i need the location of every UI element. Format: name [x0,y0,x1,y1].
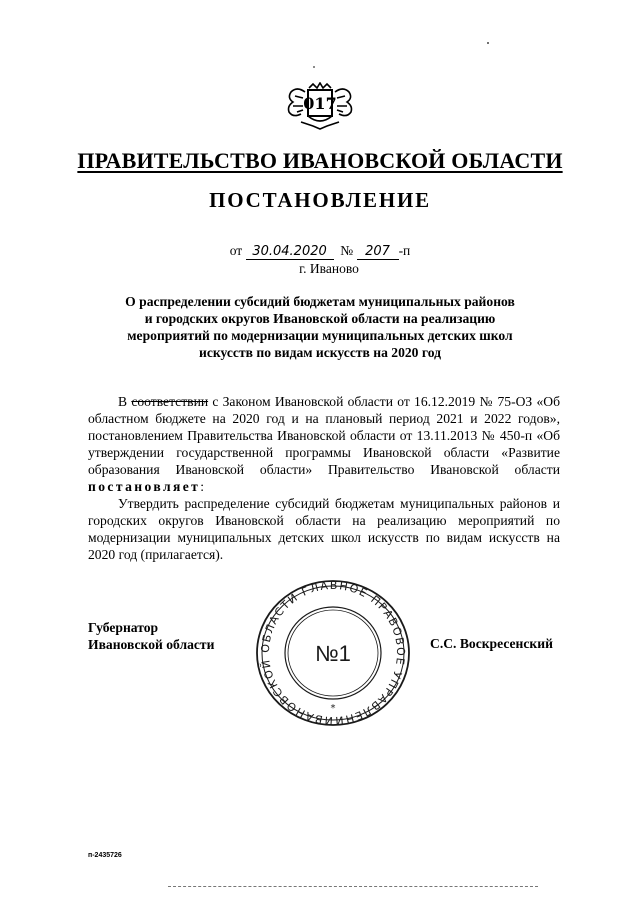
signatory-name: С.С. Воскресенский [430,636,553,651]
scan-speck [487,42,489,44]
stamp-ring-text: ИВАНОВСКОЙ ОБЛАСТИ ГЛАВНОЕ ПРАВОВОЕ УПРАВЛЕНИ [258,578,408,728]
document-type: ПОСТАНОВЛЕНИЕ [209,188,431,212]
body-paragraph [88,393,560,495]
from-label: от [229,243,243,258]
document-subject [90,293,550,361]
signatory-title-line: Губернатор [88,620,159,635]
subject-line: искусств по видам искусств на 2020 год [199,345,441,360]
subject-line: мероприятий по модернизации муниципальных детских школ [127,328,513,343]
signatory-title [88,619,214,653]
scan-speck [313,66,315,68]
svg-text:017: 017 [303,94,337,113]
stamp-star-icon: * [330,703,336,714]
resolve-word: постановляет [88,479,201,494]
official-stamp [254,578,412,728]
signatory-title-line: Ивановской области [88,637,215,652]
number-label: № [340,243,354,258]
subject-line: и городских округов Ивановской области на реализацию [144,311,496,326]
footer-code: п-2435726 [88,852,122,859]
coat-of-arms-icon [283,82,357,130]
city: г. Иваново [299,261,359,276]
body-paragraph: Утвердить распределение субсидий бюджетам муниципальных районов и городских округов Ивановской области на реализацию мероприятий по модернизации муниципальных детских школ искусств по видам искусств на 2020 год (прилагается). [88,496,560,562]
struck-word: соответствии [131,394,209,409]
bottom-divider [168,886,538,887]
document-body [88,393,560,563]
body-text: с Законом Ивановской области от 16.12.2019 № 75-ОЗ «Об областном бюджете на 2020 год и на плановый период 2021 и 2022 годов», постановлением Правительства Ивановской области от 13.11.2013 № 450-п «Об утверждении государственной программы Ивановской области «Развитие образования Ивановской области» Правительство Ивановской области [88,394,560,477]
body-text: В [118,394,128,409]
date-number-line [0,243,640,260]
subject-line: О распределении субсидий бюджетам муниципальных районов [125,294,515,309]
number-suffix: -п [398,243,411,258]
document-date: 30.04.2020 [246,245,334,260]
stamp-number: №1 [315,641,351,666]
org-title: ПРАВИТЕЛЬСТВО ИВАНОВСКОЙ ОБЛАСТИ [77,148,563,173]
body-text: : [200,479,205,494]
document-number: 207 [357,245,399,260]
